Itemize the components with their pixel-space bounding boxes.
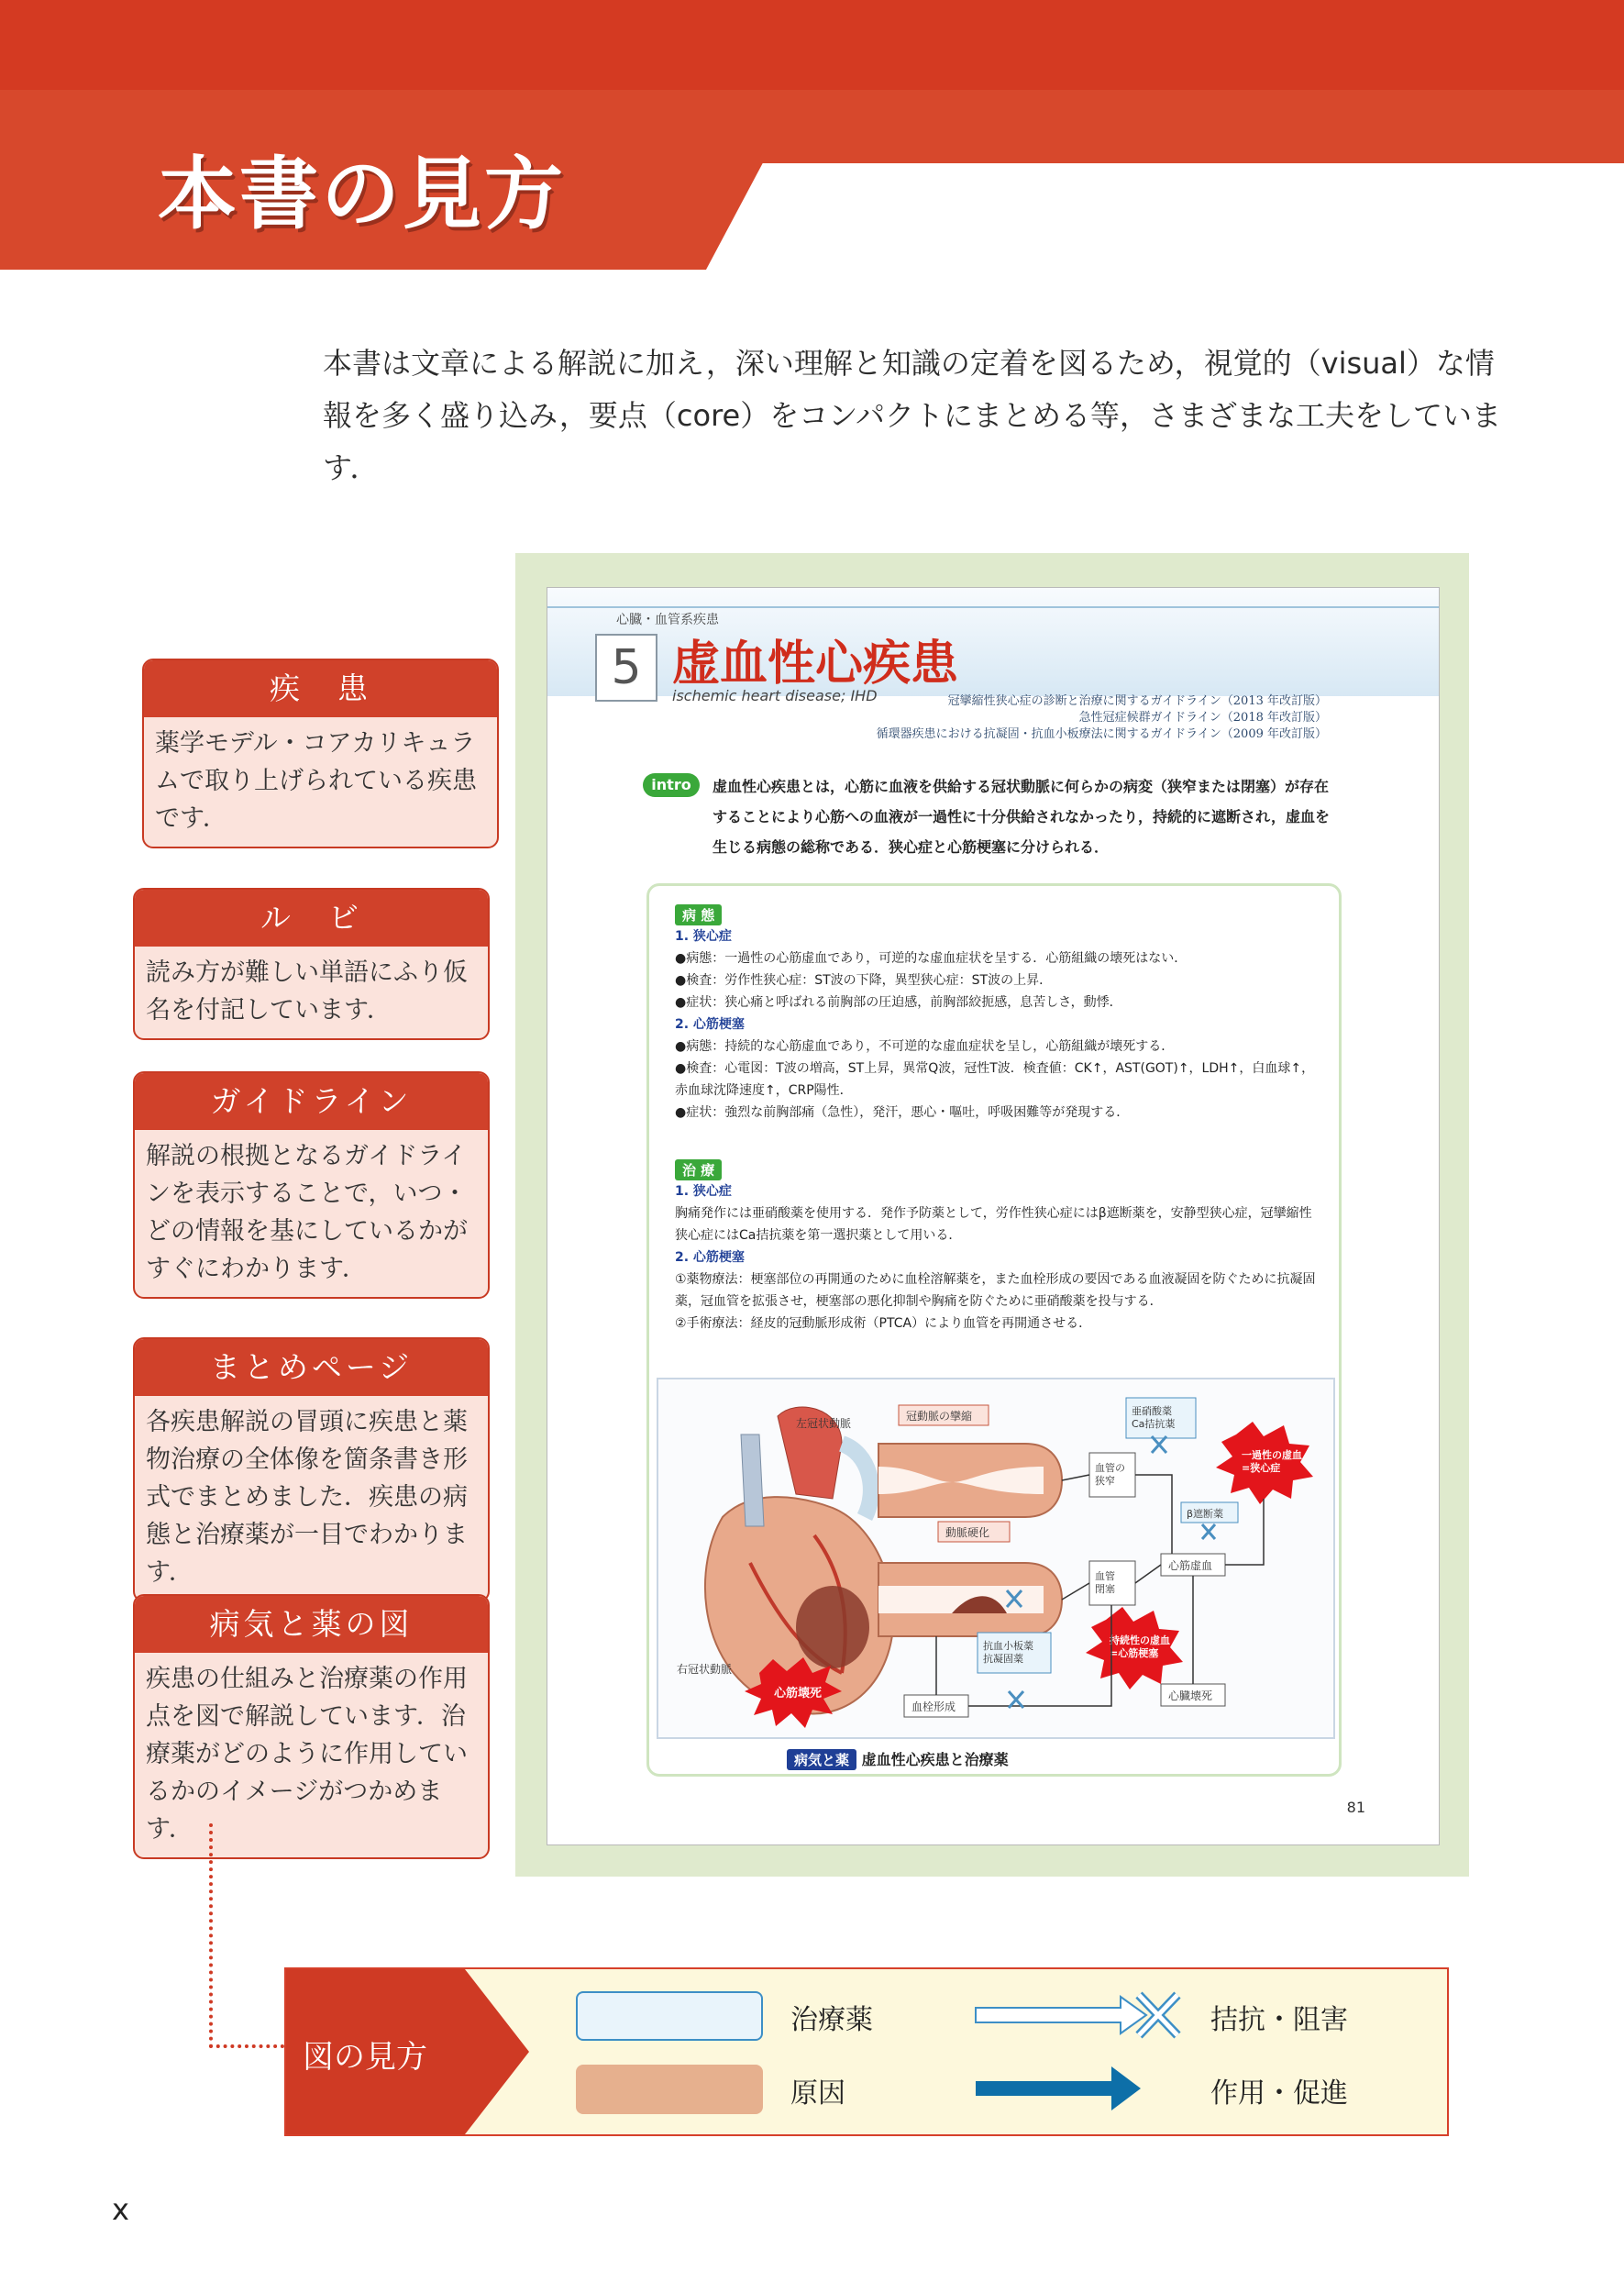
- sample-subheading: 1. 狭心症: [675, 1184, 732, 1199]
- callout-figure: [133, 1594, 490, 1859]
- sample-treatment-list: [675, 1180, 1317, 1335]
- antagonism-arrow-icon: [974, 1988, 1194, 2043]
- callout-disease: [142, 659, 499, 848]
- callout-body: 各疾患解説の冒頭に疾患と薬物治療の全体像を箇条書き形式でまとめました．疾患の病態と治療薬が一目でわかります．: [146, 1408, 468, 1587]
- sample-treatment-tag: 治 療: [675, 1159, 722, 1180]
- sample-chapter-number: 5: [595, 634, 657, 702]
- callout-body: 疾患の仕組みと治療薬の作用点を図で解説しています．治療薬がどのように作用しているかのイメージがつかめます．: [146, 1665, 468, 1844]
- legend-cause-swatch: [576, 2065, 763, 2114]
- legend-drug-swatch: [576, 1991, 763, 2041]
- label-left-coronary: 左冠状動脈: [796, 1417, 852, 1430]
- sample-intro-tag: intro: [643, 773, 700, 797]
- sample-list-item: ②手術療法：経皮的冠動脈形成術（PTCA）により血管を再開通させる．: [675, 1316, 1092, 1331]
- page-title: 本書の見方: [158, 149, 566, 240]
- callout-body: 薬学モデル・コアカリキュラムで取り上げられている疾患です．: [155, 729, 477, 833]
- title-band-cut: [706, 163, 1624, 270]
- top-bar: [0, 0, 1624, 90]
- label-transient: 一過性の虚血=狭心症: [1242, 1449, 1302, 1474]
- callout-title: まとめページ: [135, 1339, 488, 1396]
- callout-title: 病気と薬の図: [135, 1596, 488, 1653]
- sample-guideline-2: 急性冠症候群ガイドライン（2018 年改訂版）: [1078, 711, 1327, 725]
- callout-body: 解説の根拠となるガイドラインを表示することで，いつ・どの情報を基にしているかがすぐにわかります．: [146, 1142, 468, 1283]
- sample-list-item: ●症状：強烈な前胸部痛（急性），発汗，悪心・嘔吐，呼吸困難等が発現する．: [675, 1105, 1130, 1120]
- sample-page: [547, 587, 1440, 1845]
- label-sclerosis: 動脈硬化: [945, 1526, 990, 1539]
- legend-tab-arrow: [465, 1969, 529, 2134]
- sample-list-item: ●病態：持続的な心筋虚血であり，不可逆的な虚血症状を呈し，心筋組織が壊死する．: [675, 1039, 1175, 1054]
- label-right-coronary: 右冠状動脈: [677, 1663, 733, 1676]
- label-nitrate: 亜硝酸薬 Ca拮抗薬: [1132, 1405, 1176, 1430]
- label-thrombus: 血栓形成: [911, 1700, 956, 1713]
- legend-cause-label: 原因: [790, 2077, 845, 2110]
- sample-list-item: ①薬物療法：梗塞部位の再開通のために血栓溶解薬を，また血栓形成の要因である血液凝固を防ぐために抗凝固薬，冠血管を拡張させ，梗塞部の悪化抑制や胸痛を防ぐために亜硝酸薬を投与する．: [675, 1272, 1316, 1309]
- intro-paragraph: 本書は文章による解説に加え，深い理解と知識の定着を図るため，視覚的（visual）な情報を多く盛り込み，要点（core）をコンパクトにまとめる等，さまざまな工夫をしています．: [323, 346, 1501, 485]
- legend-action-label: 作用・促進: [1210, 2077, 1348, 2110]
- sample-pathology-list: [675, 925, 1317, 1124]
- sample-subheading: 2. 心筋梗塞: [675, 1250, 745, 1265]
- callout-title: ル ビ: [135, 890, 488, 947]
- callout-title: 疾 患: [144, 660, 497, 717]
- callout-ruby: [133, 888, 490, 1040]
- sample-subheading: 2. 心筋梗塞: [675, 1017, 745, 1032]
- sample-list-item: ●症状：狭心痛と呼ばれる前胸部の圧迫感，前胸部絞扼感，息苦しさ，動悸．: [675, 995, 1122, 1010]
- legend-title: 図の見方: [303, 2039, 427, 2076]
- label-ischemia: 心筋虚血: [1168, 1559, 1213, 1572]
- figure-caption-text: 虚血性心疾患と治療薬: [861, 1751, 1009, 1768]
- heart-drug-diagram: [658, 1379, 1333, 1737]
- callout-guideline: [133, 1071, 490, 1299]
- sample-header-rule: [547, 606, 1439, 608]
- action-arrow-icon: [974, 2061, 1157, 2116]
- label-narrow: 血管の狭窄: [1095, 1462, 1125, 1487]
- vessel-sclerosis: [878, 1563, 1062, 1636]
- label-spasm: 冠動脈の攣縮: [906, 1410, 973, 1423]
- label-infarction: 心臓壊死: [1168, 1689, 1213, 1702]
- sample-guideline-3: 循環器疾患における抗凝固・抗血小板療法に関するガイドライン（2009 年改訂版）: [876, 727, 1327, 741]
- label-persistent: 持続性の虚血=心筋梗塞: [1110, 1634, 1170, 1659]
- sample-pathology-section: [675, 904, 1317, 1124]
- legend-antagonism-label: 拮抗・阻害: [1210, 2004, 1348, 2036]
- label-beta: β遮断薬: [1187, 1508, 1224, 1520]
- sample-list-item: ●検査：労作性狭心症：ST波の下降，異型狭心症：ST波の上昇．: [675, 973, 1053, 988]
- sample-subheading: 1. 狭心症: [675, 929, 732, 944]
- label-antiplatelet: 抗血小板薬抗凝固薬: [983, 1640, 1033, 1665]
- figure-legend: [284, 1967, 1449, 2136]
- legend-connector-vertical: [209, 1823, 216, 2048]
- label-necrosis: 心筋壊死: [774, 1687, 823, 1700]
- sample-list-item: 胸痛発作には亜硝酸薬を使用する．発作予防薬として，労作性狭心症にはβ遮断薬を，安静型狭心症，冠攣縮性狭心症にはCa拮抗薬を第一選択薬として用いる．: [675, 1206, 1312, 1243]
- label-occlusion: 血管閉塞: [1095, 1570, 1115, 1595]
- figure-caption-tag: 病気と薬: [787, 1749, 856, 1770]
- sample-summary-box: [646, 883, 1342, 1777]
- callout-summary: [133, 1337, 490, 1602]
- page-marker: x: [112, 2192, 129, 2227]
- sample-english-name: ischemic heart disease; IHD: [672, 687, 878, 704]
- sample-figure-caption: [787, 1748, 1009, 1770]
- sample-category: 心臓・血管系疾患: [616, 613, 719, 627]
- sample-figure: [657, 1378, 1335, 1739]
- sample-intro-text: 虚血性心疾患とは，心筋に血液を供給する冠状動脈に何らかの病変（狭窄または閉塞）が存在することにより心筋への血液が一過性に十分供給されなかったり，持続的に遮断され，虚血を生じる病態の総称である．狭心症と心筋梗塞に分けられる．: [713, 778, 1330, 856]
- vessel-spasm: [878, 1444, 1062, 1517]
- callout-body: 読み方が難しい単語にふり仮名を付記しています．: [146, 958, 468, 1025]
- sample-page-number: 81: [1346, 1799, 1365, 1816]
- legend-connector-horizontal: [209, 2044, 284, 2052]
- sample-list-item: ●病態：一過性の心筋虚血であり，可逆的な虚血症状を呈する．心筋組織の壊死はない．: [675, 951, 1188, 966]
- sample-treatment-section: [675, 1159, 1317, 1335]
- callout-title: ガイドライン: [135, 1073, 488, 1130]
- sample-guideline-1: 冠攣縮性狭心症の診断と治療に関するガイドライン（2013 年改訂版）: [947, 694, 1327, 708]
- sample-pathology-tag: 病 態: [675, 904, 722, 925]
- sample-list-item: ●検査：心電図：T波の増高，ST上昇，異常Q波，冠性T波．検査値：CK↑，AST(GOT)↑，LDH↑，白血球↑，赤血球沈降速度↑，CRP陽性．: [675, 1061, 1315, 1098]
- legend-drug-label: 治療薬: [790, 2004, 873, 2036]
- sample-disease-title: 虚血性心疾患: [672, 637, 959, 692]
